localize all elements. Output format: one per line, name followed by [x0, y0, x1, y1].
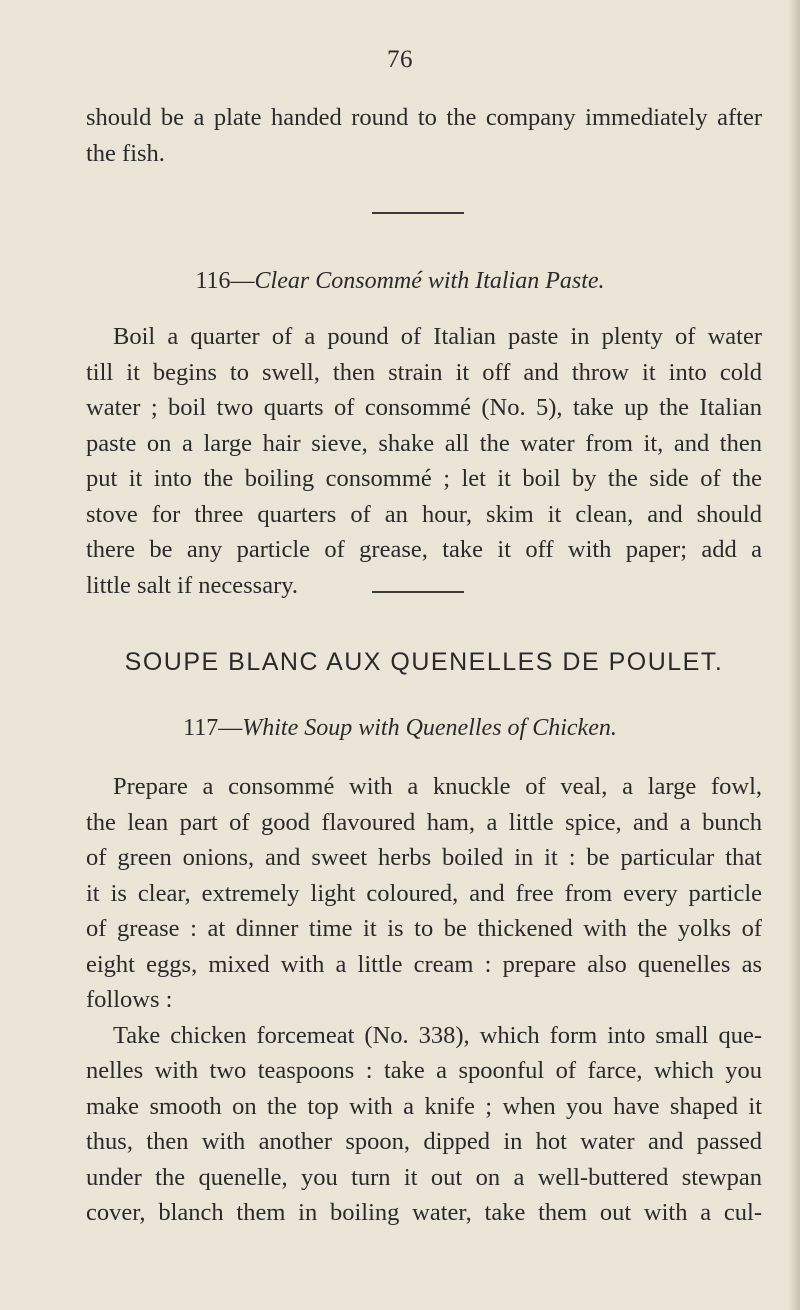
- text-line: water ; boil two quarts of consommé (No. 5), take up the Italian: [86, 394, 762, 421]
- recipe-116-body: [86, 319, 762, 603]
- text-line: of green onions, and sweet herbs boiled in it : be particular that: [86, 844, 762, 871]
- text-line: should be a plate handed round to the company immediately after: [86, 104, 762, 131]
- text-line: Take chicken forcemeat (No. 338), which form into small que-: [113, 1021, 762, 1049]
- text-line: nelles with two teaspoons : take a spoonful of farce, which you: [86, 1057, 762, 1084]
- recipe-name: Clear Consommé with Italian Paste.: [254, 268, 605, 294]
- text-line: put it into the boiling consommé ; let it boil by the side of the: [86, 465, 762, 492]
- recipe-117-body: [86, 769, 762, 1231]
- text-line: the fish.: [86, 139, 165, 167]
- recipe-number: 116: [195, 268, 231, 294]
- section-heading: SOUPE BLANC AUX QUENELLES DE POULET.: [124, 648, 724, 676]
- text-line: the lean part of good flavoured ham, a little spice, and a bunch: [86, 808, 762, 836]
- text-line: thus, then with another spoon, dipped in hot water and passed: [86, 1128, 762, 1155]
- text-line: till it begins to swell, then strain it off and throw it into cold: [86, 358, 762, 386]
- text-line: paste on a large hair sieve, shake all the water from it, and then: [86, 429, 762, 457]
- title-dash: —: [218, 715, 243, 741]
- recipe-117-title: [0, 715, 800, 742]
- recipe-name: White Soup with Quenelles of Chicken.: [242, 715, 617, 741]
- text-line: under the quenelle, you turn it out on a well-buttered stewpan: [86, 1163, 762, 1191]
- text-line: Prepare a consommé with a knuckle of veal, a large fowl,: [113, 773, 762, 800]
- text-line: follows :: [86, 986, 173, 1013]
- title-dash: —: [230, 268, 255, 294]
- text-line: make smooth on the top with a knife ; when you have shaped it: [86, 1092, 762, 1120]
- text-line: of grease : at dinner time it is to be thickened with the yolks of: [86, 915, 762, 942]
- text-line: stove for three quarters of an hour, skim it clean, and should: [86, 500, 762, 528]
- recipe-number: 117: [183, 715, 219, 741]
- intro-paragraph: [86, 100, 762, 171]
- text-line: little salt if necessary.: [86, 571, 299, 599]
- text-line: Boil a quarter of a pound of Italian paste in plenty of water: [113, 323, 762, 350]
- page-number: 76: [387, 46, 413, 73]
- text-line: it is clear, extremely light coloured, and free from every particle: [86, 879, 762, 907]
- section-divider: [372, 212, 464, 214]
- text-line: there be any particle of grease, take it off with paper; add a: [86, 536, 762, 563]
- text-line: eight eggs, mixed with a little cream : prepare also quenelles as: [86, 950, 762, 978]
- section-divider: [372, 591, 464, 593]
- recipe-116-title: [0, 268, 800, 295]
- text-line: cover, blanch them in boiling water, take them out with a cul-: [86, 1199, 762, 1226]
